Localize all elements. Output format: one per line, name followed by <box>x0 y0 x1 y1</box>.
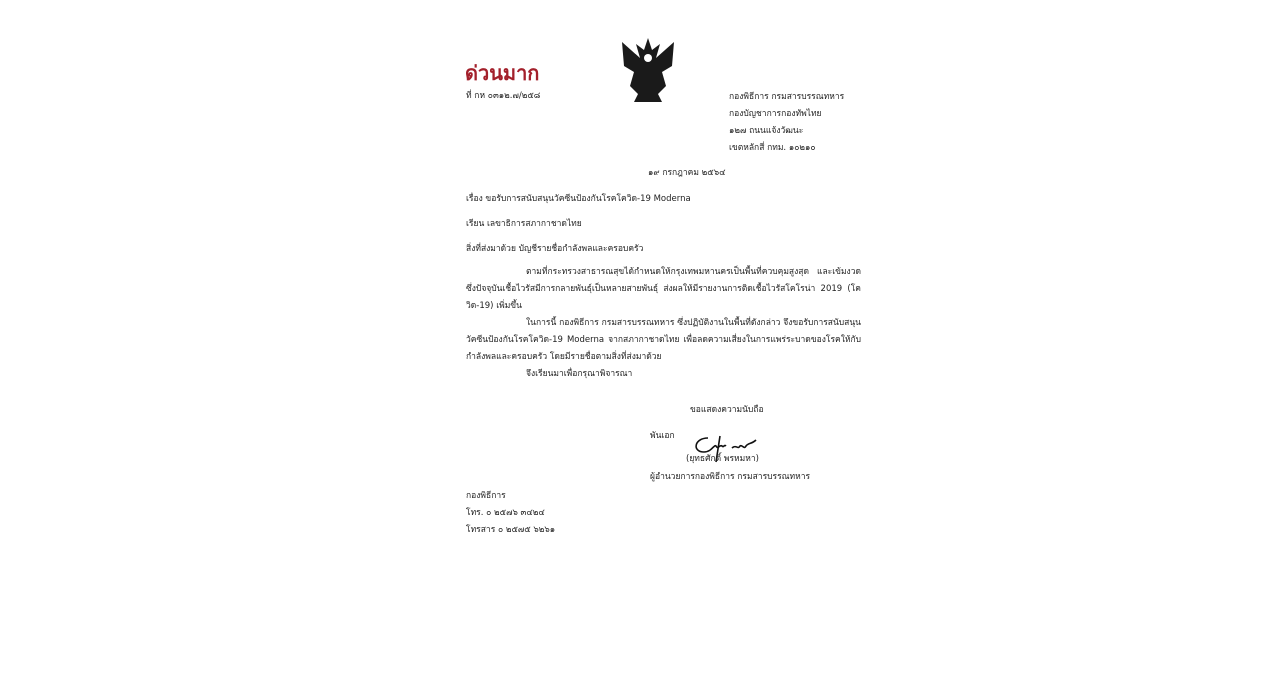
footer-department: กองพิธีการ <box>466 491 506 501</box>
signer-rank: พันเอก <box>650 431 675 441</box>
complimentary-close: ขอแสดงความนับถือ <box>690 405 764 415</box>
address-line: เขตหลักสี่ กทม. ๑๐๒๑๐ <box>729 143 816 153</box>
address-line: ๑๒๗ ถนนแจ้งวัฒนะ <box>729 126 804 136</box>
enclosure: สิ่งที่ส่งมาด้วย บัญชีรายชื่อกำลังพลและครอบครัว <box>466 244 644 254</box>
recipient: เรียน เลขาธิการสภากาชาดไทย <box>466 219 582 229</box>
address-line: กองบัญชาการกองทัพไทย <box>729 109 822 119</box>
sender-address <box>729 89 844 157</box>
reference-number: ที่ กห ๐๓๑๒.๗/๒๕๘ <box>466 91 541 101</box>
address-line: กองพิธีการ กรมสารบรรณทหาร <box>729 92 845 102</box>
urgency-label: ด่วนมาก <box>465 61 540 85</box>
closing-paragraph: จึงเรียนมาเพื่อกรุณาพิจารณา <box>526 369 633 379</box>
footer-fax: โทรสาร ๐ ๒๕๗๕ ๖๒๖๑ <box>466 525 556 535</box>
body-paragraph: ในการนี้ กองพิธีการ กรมสารบรรณทหาร ซึ่งปฏิบัติงานในพื้นที่ดังกล่าว จึงขอรับการสนับสนุนวัคซีนป้องกันโรคโควิด-19 Moderna จากสภากาชาดไทย เพื่อลดความเสี่ยงในการแพร่ระบาดของโรคให้กับกำลังพลและครอบครัว โดยมีรายชื่อตามสิ่งที่ส่งมาด้วย <box>466 318 861 362</box>
letter-date: ๑๙ กรกฎาคม ๒๕๖๔ <box>648 168 726 178</box>
garuda-emblem <box>616 36 680 104</box>
signer-name: (ยุทธศักดิ์ พรหมหา) <box>686 454 759 464</box>
subject: เรื่อง ขอรับการสนับสนุนวัคซีนป้องกันโรคโควิด-19 Moderna <box>466 194 691 204</box>
footer-telephone: โทร. ๐ ๒๕๗๖ ๓๔๒๔ <box>466 508 545 518</box>
body-paragraph: ตามที่กระทรวงสาธารณสุขได้กำหนดให้กรุงเทพมหานครเป็นพื้นที่ควบคุมสูงสุด และเข้มงวด ซึ่งปัจจุบันเชื้อไวรัสมีการกลายพันธุ์เป็นหลายสายพันธุ์ ส่งผลให้มีรายงานการติดเชื้อไวรัสโคโรน่า 2019 (โควิด-19) เพิ่มขึ้น <box>466 267 861 311</box>
signer-position: ผู้อำนวยการกองพิธีการ กรมสารบรรณทหาร <box>650 472 811 482</box>
